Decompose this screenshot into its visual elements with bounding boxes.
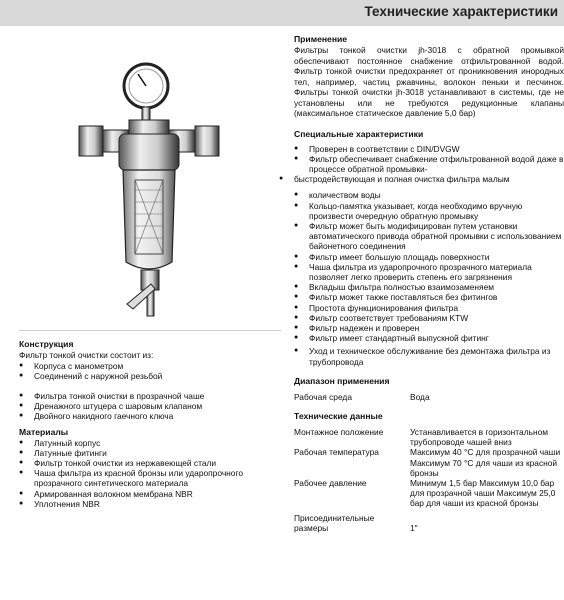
list-item: ● Фильтр обеспечивает снабжение отфильтрованной водой даже в процессе обратной промывки- (294, 154, 564, 174)
list-item: ● Соединений с наружной резьбой (19, 371, 281, 381)
right-column (294, 30, 564, 533)
construction-list (19, 361, 281, 381)
list-item: ● быстродействующая и полная очистка фильтра малым (279, 174, 564, 184)
tech-key: Монтажное положение (294, 426, 384, 437)
tech-key: Рабочая температура (294, 447, 379, 458)
filter-drawing-icon (19, 30, 281, 330)
application-title: Применение (294, 34, 348, 44)
table-row (294, 478, 564, 509)
filter-illustration (19, 30, 281, 331)
tech-value: Устанавливается в горизонтальном трубопроводе чашей вниз (410, 426, 548, 448)
list-item: ● Двойного накидного гаечного ключа (19, 411, 281, 421)
range-title: Диапазон применения (294, 375, 390, 386)
range-key: Рабочая среда (294, 391, 352, 402)
left-column (19, 30, 281, 509)
list-item: ● Чаша фильтра из красной бронзы или ударопрочного прозрачного синтетического материала (19, 468, 281, 488)
special-title: Специальные характеристики (294, 128, 424, 139)
materials-title: Материалы (19, 426, 69, 437)
list-item: ● Простота функционирования фильтра (294, 303, 564, 313)
list-item: ● Фильтр надежен и проверен (294, 323, 564, 333)
construction-intro: Фильтр тонкой очистки состоит из: (19, 350, 154, 360)
application-text: Фильтры тонкой очистки jh-3018 с обратной промывкой обеспечивают постоянное снабжение отфильтрованной водой. Фильтр тонкой очистки предохраняет от проникновения инородных тел, например, частиц ржавчины, волокон пеньки и песчинок. Фильтры тонкой очистки jh-3018 устанавливают в системы, где не установлены или не требуются редукционные клапаны (максимальное статическое давление 5,0 бар) (294, 45, 564, 118)
list-item: ● Корпуса с манометром (19, 361, 281, 371)
table-row (294, 427, 564, 447)
table-row (294, 447, 564, 478)
range-value: Вода (410, 391, 430, 402)
tech-key: Рабочее давление (294, 477, 367, 488)
table-row (294, 513, 564, 533)
construction-list-2 (19, 391, 281, 422)
special-list (294, 144, 564, 367)
tech-value: Минимум 1,5 бар Максимум 10,0 бар для прозрачной чаши Максимум 25,0 бар для чаши из красной бронзы (410, 477, 556, 509)
construction-title: Конструкция (19, 339, 74, 349)
list-item: ● Латунный корпус (19, 438, 281, 448)
list-item: ● Уплотнения NBR (19, 499, 281, 509)
list-item: ● Латунные фитинги (19, 448, 281, 458)
list-item: ● Дренажного штуцера с шаровым клапаном (19, 401, 281, 411)
list-item: ● Уход и техническое обслуживание без демонтажа фильтра из трубопровода (294, 346, 564, 366)
list-item: ● Проверен в соответствии с DIN/DVGW (294, 144, 564, 154)
list-item: ● Фильтр тонкой очистки из нержавеющей стали (19, 458, 281, 468)
list-item: ● количеством воды (294, 190, 564, 200)
tech-value: 1" (410, 522, 418, 533)
list-item: ● Фильтра тонкой очистки в прозрачной чаше (19, 391, 281, 401)
tech-value: Максимум 40 °C для прозрачной чаши Максимум 70 °C для чаши из красной бронзы (410, 447, 561, 478)
page-title: Технические характеристики (364, 4, 558, 19)
tech-key: Присоединительные размеры (294, 512, 375, 533)
list-item: ● Фильтр имеет большую площадь поверхности (294, 252, 564, 262)
list-item: ● Кольцо-памятка указывает, когда необходимо вручную произвести очередную обратную промывку (294, 201, 564, 221)
list-item: ● Фильтр соответствует требованиям KTW (294, 313, 564, 323)
tech-title: Технические данные (294, 410, 383, 421)
list-item: ● Фильтр имеет стандартный выпускной фитинг (294, 333, 564, 343)
materials-list (19, 438, 281, 509)
list-item: ● Вкладыш фильтра полностью взаимозаменяем (294, 282, 564, 292)
list-item: ● Чаша фильтра из ударопрочного прозрачного материала позволяет легко проверить степень его загрязнения (294, 262, 564, 282)
list-item: ● Армированная волокном мембрана NBR (19, 489, 281, 499)
list-item: ● Фильтр может также поставляться без фитингов (294, 292, 564, 302)
header-bar (0, 0, 564, 26)
list-item: ● Фильтр может быть модифицирован путем установки автоматического привода обратной промывки с использованием байонетного соединения (294, 221, 564, 252)
table-row (294, 392, 564, 402)
